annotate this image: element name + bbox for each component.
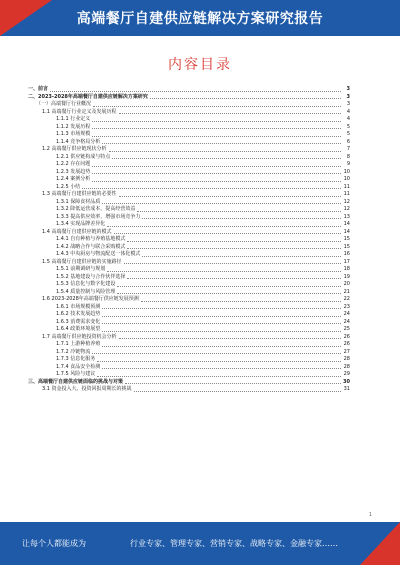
toc-leader-dots (114, 233, 341, 234)
toc-entry-page: 26 (343, 341, 350, 347)
toc-entry-text: 1.5.3 信息化与数字化建设 (56, 281, 116, 287)
toc-leader-dots (127, 248, 341, 249)
toc-entry[interactable] (28, 364, 350, 372)
report-title: 高端餐厅自建供应链解决方案研究报告 (76, 11, 324, 27)
toc-entry[interactable] (28, 206, 350, 214)
toc-entry-page: 16 (343, 251, 350, 257)
toc-entry-text: 1.7 高端餐厅供应链投资机会分析 (42, 333, 117, 340)
toc-entry[interactable] (28, 131, 350, 139)
toc-entry-text: 1.6.3 消费需求变化 (56, 318, 101, 325)
toc-leader-dots (117, 293, 341, 294)
toc-entry-text: 1.1.2 发展历程 (56, 123, 91, 130)
toc-entry[interactable] (28, 244, 350, 252)
toc-entry-text: （一）高端餐厅行业概况 (36, 101, 92, 107)
toc-entry-page: 27 (343, 348, 350, 355)
toc-entry-text: 1.7.4 食品安全检测 (56, 363, 101, 370)
toc-entry-page: 11 (343, 183, 350, 190)
toc-entry-page: 13 (343, 213, 350, 220)
toc-entry-page: 26 (343, 333, 350, 340)
toc-entry-page: 11 (343, 191, 350, 197)
footer-slogan: 让每个人都能成为 (22, 539, 86, 548)
toc-leader-dots (102, 346, 341, 347)
toc-entry-text: 1.7.1 上游种植养殖 (56, 341, 101, 347)
toc-leader-dots (134, 391, 341, 392)
toc-entry[interactable] (28, 274, 350, 282)
toc-entry-text: 一、前言 (28, 86, 49, 92)
toc-entry[interactable] (28, 304, 350, 312)
footer-bar (0, 522, 400, 565)
toc-entry-text: 1.2 高端餐厅供应链现状分析 (42, 146, 107, 152)
toc-leader-dots (124, 263, 341, 264)
toc-entry-text: 1.5.1 前期调研与规划 (56, 266, 106, 272)
toc-entry-page: 8 (346, 153, 350, 160)
toc-entry-page: 18 (343, 266, 350, 272)
toc-entry[interactable] (28, 341, 350, 349)
toc-entry-page: 28 (343, 356, 350, 362)
toc-entry-text: 1.7.2 冷链物流 (56, 348, 91, 355)
toc-entry-text: 1.5.4 质量控制与风险管理 (56, 288, 116, 295)
toc-leader-dots (92, 353, 341, 354)
toc-entry[interactable] (28, 191, 350, 199)
toc-entry-text: 1.4.1 自有种植与养殖基地模式 (56, 236, 126, 242)
toc-entry-text: 1.3.2 降低运营成本，提高经营效益 (56, 206, 136, 212)
toc-entry-page: 4 (346, 108, 350, 115)
toc-entry[interactable] (28, 371, 350, 379)
toc-entry-page: 15 (343, 236, 350, 242)
toc-entry-page: 3 (346, 93, 350, 100)
toc-leader-dots (97, 376, 341, 377)
toc-entry-text: 1.2.2 存在问题 (56, 161, 91, 167)
toc-entry-page: 10 (343, 176, 350, 182)
toc-entry[interactable] (28, 386, 350, 394)
toc-entry-text: 1.1.3 市场规模 (56, 131, 91, 137)
toc-entry-page: 10 (343, 168, 350, 175)
toc-entry-text: 1.7.3 信息化服务 (56, 356, 96, 362)
toc-entry-page: 24 (343, 318, 350, 325)
toc-entry[interactable] (28, 101, 350, 109)
toc-entry-text: 1.2.5 小结 (56, 183, 81, 190)
toc-leader-dots (112, 158, 341, 159)
toc-entry[interactable] (28, 334, 350, 342)
toc-entry[interactable] (28, 379, 350, 387)
toc-leader-dots (82, 188, 341, 189)
toc-entry-page: 21 (343, 288, 350, 295)
toc-entry-text: 1.6.1 市场规模预测 (56, 303, 101, 310)
toc-leader-dots (119, 338, 341, 339)
toc-leader-dots (109, 151, 341, 152)
toc-entry-text: 1.1 高端餐厅行业定义及发展历程 (42, 108, 117, 115)
toc-entry-text: 1.3 高端餐厅自建供应链的必要性 (42, 191, 117, 197)
toc-entry-text: 1.3.1 保障食材品质 (56, 198, 101, 205)
toc-entry[interactable] (28, 176, 350, 184)
toc-entry-page: 30 (343, 378, 350, 385)
toc-entry[interactable] (28, 214, 350, 222)
toc-entry-text: 三、高端餐厅自建供应链面临的挑战与对策 (28, 378, 124, 385)
toc-leader-dots (127, 278, 341, 279)
toc-entry[interactable] (28, 161, 350, 169)
toc-leader-dots (92, 136, 341, 137)
toc-entry-page: 19 (343, 273, 350, 280)
toc-leader-dots (102, 203, 341, 204)
toc-entry[interactable] (28, 326, 350, 334)
toc-entry-text: 1.4.2 战略合作与联合采购模式 (56, 243, 126, 250)
toc-entry-text: 1.6.4 政策环境展望 (56, 326, 101, 332)
header-bar (0, 0, 400, 36)
toc-entry-page: 4 (346, 116, 350, 122)
toc-entry[interactable] (28, 146, 350, 154)
toc-entry-page: 17 (343, 258, 350, 265)
toc-leader-dots (97, 361, 341, 362)
toc-entry-page: 3 (346, 86, 350, 92)
toc-entry-page: 5 (346, 131, 350, 137)
toc-leader-dots (142, 256, 341, 257)
toc-entry[interactable] (28, 296, 350, 304)
toc-leader-dots (137, 211, 341, 212)
toc-leader-dots (107, 226, 341, 227)
toc-entry[interactable] (28, 289, 350, 297)
toc-entry-page: 6 (346, 138, 350, 145)
toc-entry[interactable] (28, 259, 350, 267)
footer-accent-triangle (360, 522, 400, 565)
toc-entry-text: 1.4.3 中央厨房与物流配送一体化模式 (56, 251, 141, 257)
toc-leader-dots (117, 286, 341, 287)
toc-leader-dots (102, 316, 341, 317)
toc-leader-dots (102, 368, 341, 369)
toc-leader-dots (150, 98, 341, 99)
toc-entry-page: 24 (343, 311, 350, 317)
toc-leader-dots (92, 181, 341, 182)
toc-entry-text: 1.2.1 供应链构成与特点 (56, 153, 111, 160)
toc-entry[interactable] (28, 266, 350, 274)
toc-entry-page: 25 (343, 326, 350, 332)
toc-leader-dots (92, 121, 341, 122)
toc-entry[interactable] (28, 221, 350, 229)
toc-leader-dots (141, 301, 341, 302)
toc-leader-dots (119, 113, 341, 114)
toc-leader-dots (50, 91, 341, 92)
toc-entry[interactable] (28, 349, 350, 357)
page-number: 1 (368, 512, 372, 518)
toc-entry-text: 1.7.5 风险与建议 (56, 371, 96, 377)
toc-entry-text: 3.1 资金投入大、投资回报周期长的挑战 (42, 386, 132, 392)
toc-entry[interactable] (28, 124, 350, 132)
toc-entry[interactable] (28, 319, 350, 327)
toc-entry-text: 1.5 高端餐厅自建供应链的实施路径 (42, 258, 122, 265)
toc-leader-dots (102, 323, 341, 324)
toc-entry-page: 9 (346, 161, 350, 167)
toc-entry[interactable] (28, 281, 350, 289)
toc-entry[interactable] (28, 154, 350, 162)
toc-entry-page: 20 (343, 281, 350, 287)
toc-entry[interactable] (28, 94, 350, 102)
toc-leader-dots (142, 218, 341, 219)
toc-leader-dots (93, 106, 341, 107)
toc-entry-page: 3 (346, 101, 350, 107)
toc-entry[interactable] (28, 311, 350, 319)
toc-entry[interactable] (28, 356, 350, 364)
toc-heading: 内容目录 (168, 57, 232, 73)
toc-entry[interactable] (28, 86, 350, 94)
toc-leader-dots (127, 241, 341, 242)
toc-entry[interactable] (28, 116, 350, 124)
toc-entry-page: 31 (343, 386, 350, 392)
toc-entry-text: 1.1.4 竞争格局分析 (56, 138, 101, 145)
toc-entry-text: 1.3.4 实现品牌差异化 (56, 221, 106, 227)
toc-entry[interactable] (28, 229, 350, 237)
toc-leader-dots (102, 143, 341, 144)
toc-entry[interactable] (28, 184, 350, 192)
toc-entry-page: 15 (343, 243, 350, 250)
toc-entry-page: 7 (346, 146, 350, 152)
toc-entry-text: 1.1.1 行业定义 (56, 116, 91, 122)
toc-entry-page: 23 (343, 303, 350, 310)
toc-entry[interactable] (28, 139, 350, 147)
toc-entry-text: 1.5.2 基地建设与合作伙伴选择 (56, 273, 126, 280)
toc-entry-text: 1.6 2023-2028年高端餐厅供应链发展预测 (42, 296, 139, 302)
toc-leader-dots (92, 166, 341, 167)
toc-entry-page: 5 (346, 123, 350, 130)
toc-leader-dots (102, 331, 341, 332)
footer-expert-list: 行业专家、管理专家、营销专家、战略专家、金融专家…… (130, 539, 338, 548)
toc-entry[interactable] (28, 169, 350, 177)
toc-leader-dots (92, 173, 341, 174)
toc-entry[interactable] (28, 251, 350, 259)
toc-entry-page: 14 (343, 221, 350, 227)
toc-leader-dots (92, 128, 341, 129)
toc-leader-dots (107, 271, 341, 272)
toc-entry-page: 14 (343, 228, 350, 235)
toc-leader-dots (102, 308, 341, 309)
toc-entry-text: 1.6.2 技术发展趋势 (56, 311, 101, 317)
table-of-contents (28, 86, 350, 394)
toc-entry-text: 1.4 高端餐厅自建供应链的模式 (42, 228, 112, 235)
toc-entry-text: 1.3.3 提高供应效率，增强市场竞争力 (56, 213, 141, 220)
toc-entry[interactable] (28, 236, 350, 244)
toc-entry-page: 29 (343, 371, 350, 377)
toc-leader-dots (125, 383, 341, 384)
toc-entry-text: 1.2.4 案例分析 (56, 176, 91, 182)
toc-entry[interactable] (28, 199, 350, 207)
toc-leader-dots (119, 196, 341, 197)
toc-entry-page: 12 (343, 206, 350, 212)
toc-entry[interactable] (28, 109, 350, 117)
toc-entry-page: 22 (343, 296, 350, 302)
toc-entry-page: 12 (343, 198, 350, 205)
toc-entry-text: 1.2.3 发展趋势 (56, 168, 91, 175)
toc-entry-text: 二、2023-2028年高端餐厅自建供应链解决方案研究 (28, 93, 148, 100)
toc-entry-page: 28 (343, 363, 350, 370)
